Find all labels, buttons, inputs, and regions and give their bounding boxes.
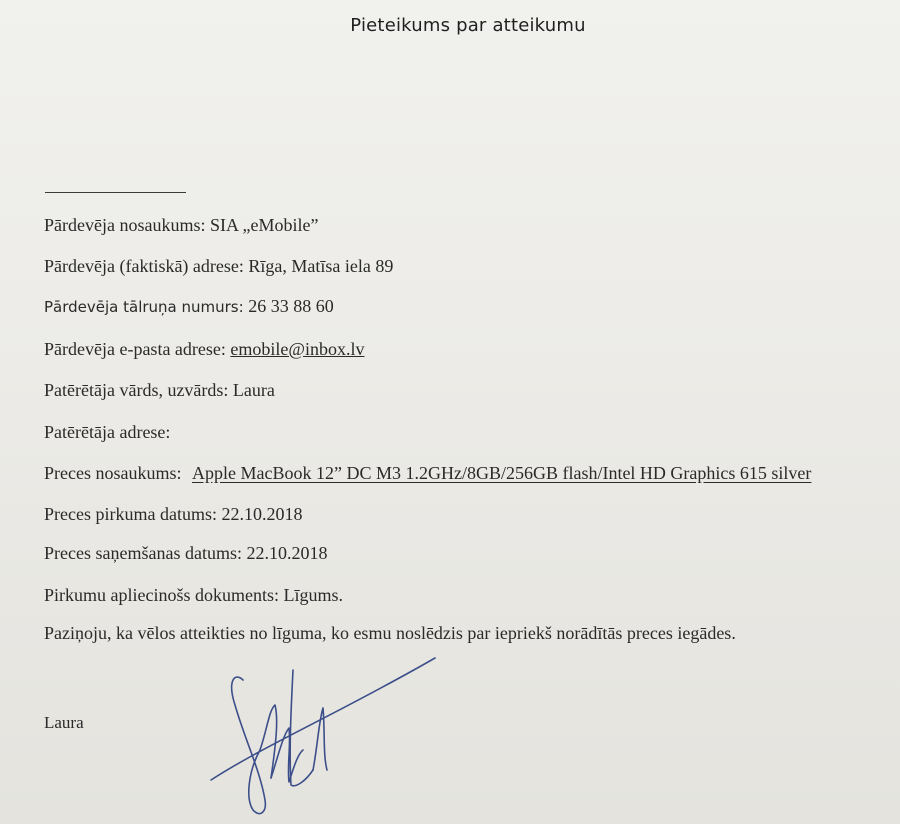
goods-name-row <box>44 463 811 484</box>
proof-document-row <box>44 585 343 606</box>
seller-email-row <box>44 339 364 360</box>
blank-signature-line <box>45 192 186 193</box>
purchase-date-label: Preces pirkuma datums: <box>44 504 217 524</box>
seller-address-row <box>44 256 393 277</box>
seller-address-label: Pārdevēja (faktiskā) adrese: <box>44 256 244 276</box>
consumer-name-value: Laura <box>232 380 275 400</box>
consumer-address-row <box>44 422 170 443</box>
handwritten-signature <box>205 650 445 820</box>
signer-name: Laura <box>44 713 84 732</box>
seller-address-value: Rīga, Matīsa iela 89 <box>248 256 394 276</box>
seller-phone-value: 26 33 88 60 <box>248 296 334 316</box>
consumer-name-row <box>44 380 275 401</box>
purchase-date-row <box>44 504 302 525</box>
goods-name-value: Apple MacBook 12” DC M3 1.2GHz/8GB/256GB flash/Intel HD Graphics 615 silver <box>191 463 812 483</box>
receipt-date-label: Preces saņemšanas datums: <box>44 543 242 563</box>
document-title: Pieteikums par atteikumu <box>350 15 586 36</box>
seller-phone-row <box>44 296 334 317</box>
seller-email-label: Pārdevēja e-pasta adrese: <box>44 339 226 359</box>
seller-name-value: SIA „eMobile” <box>209 215 319 235</box>
declaration-text: Paziņoju, ka vēlos atteikties no līguma, ko esmu noslēdzis par iepriekš norādītās preces iegādes. <box>44 623 736 643</box>
receipt-date-row <box>44 543 327 564</box>
consumer-address-label: Patērētāja adrese: <box>44 422 171 442</box>
proof-document-value: Līgums. <box>283 585 343 605</box>
seller-name-row <box>44 215 318 236</box>
seller-name-label: Pārdevēja nosaukums: <box>44 215 206 235</box>
consumer-name-label: Patērētāja vārds, uzvārds: <box>44 380 229 400</box>
receipt-date-value: 22.10.2018 <box>246 543 328 563</box>
purchase-date-value: 22.10.2018 <box>221 504 303 524</box>
proof-document-label: Pirkumu apliecinošs dokuments: <box>44 585 279 605</box>
goods-name-label: Preces nosaukums: <box>44 463 182 483</box>
seller-phone-label: Pārdevēja tālruņa numurs: <box>44 298 244 316</box>
seller-email-link[interactable]: emobile@inbox.lv <box>230 339 365 359</box>
